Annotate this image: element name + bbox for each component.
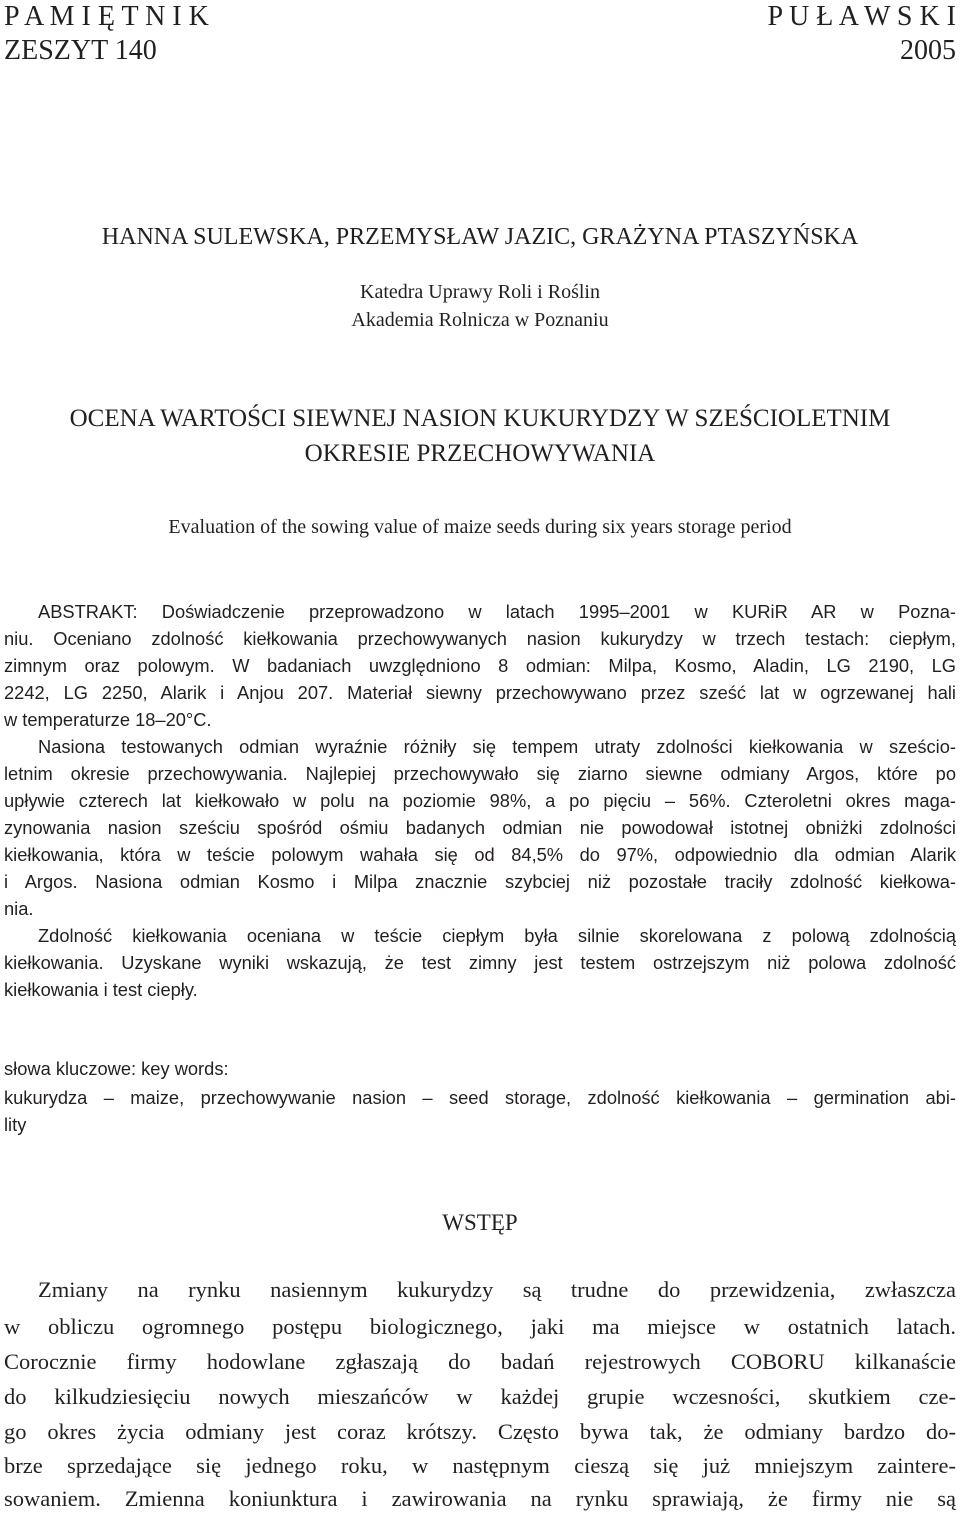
journal-name-right: P U Ł A W S K I: [767, 1, 956, 32]
abstract-line: nia.: [4, 898, 34, 919]
affiliation-university: Akademia Rolnicza w Poznaniu: [351, 309, 609, 331]
body-line: Corocznie firmy hodowlane zgłaszają do badań rejestrowych COBORU kilkanaście: [4, 1349, 956, 1374]
body-line: w obliczu ogromnego postępu biologicznego, jaki ma miejsce w ostatnich latach.: [4, 1314, 956, 1339]
affiliation-department: Katedra Uprawy Roli i Roślin: [360, 281, 600, 303]
paper-title-line-2: OKRESIE PRZECHOWYWANIA: [304, 440, 656, 467]
journal-name-left: P A M I Ę T N I K: [4, 1, 209, 32]
abstract-line: 2242, LG 2250, Alarik i Anjou 207. Materiał siewny przechowywano przez sześć lat w ogrzewanej hali: [4, 682, 956, 703]
keywords-line: kukurydza – maize, przechowywanie nasion – seed storage, zdolność kiełkowania – germination abi-: [4, 1087, 956, 1108]
abstract-line: upływie czterech lat kiełkowało w polu na poziomie 98%, a po pięciu – 56%. Czteroletni okres maga-: [4, 790, 956, 811]
abstract-line: kiełkowania, która w teście polowym wahała się od 84,5% do 97%, odpowiednio dla odmian Alarik: [4, 844, 956, 865]
paper-title-line-1: OCENA WARTOŚCI SIEWNEJ NASION KUKURYDZY W SZEŚCIOLETNIM: [69, 405, 891, 432]
abstract-line: kiełkowania. Uzyskane wyniki wskazują, że test zimny jest testem ostrzejszym niż polowa zdolność: [4, 952, 956, 973]
authors: HANNA SULEWSKA, PRZEMYSŁAW JAZIC, GRAŻYNA PTASZYŃSKA: [101, 224, 859, 250]
keywords-label: słowa kluczowe: key words:: [4, 1058, 229, 1079]
abstract-line: w temperaturze 18–20°C.: [4, 709, 212, 730]
body-line: sowaniem. Zmienna koniunktura i zawirowania na rynku sprawiają, że firmy nie są: [4, 1486, 956, 1511]
paper-title-english: Evaluation of the sowing value of maize seeds during six years storage period: [168, 516, 792, 538]
body-line: brze sprzedające się jednego roku, w następnym cieszą się już mniejszym zaintere-: [4, 1453, 956, 1478]
abstract-line: Nasiona testowanych odmian wyraźnie różniły się tempem utraty zdolności kiełkowania w sześcio-: [38, 736, 956, 757]
abstract-line: niu. Oceniano zdolność kiełkowania przechowywanych nasion kukurydzy w trzech testach: ciepłym,: [4, 628, 956, 649]
body-line: do kilkudziesięciu nowych mieszańców w każdej grupie wczesności, skutkiem cze-: [4, 1384, 956, 1409]
keywords-line: lity: [4, 1114, 27, 1135]
issue-year: 2005: [900, 35, 956, 66]
issue-row: [4, 34, 956, 68]
abstract-line: Zdolność kiełkowania oceniana w teście ciepłym była silnie skorelowana z polową zdolnością: [38, 925, 956, 946]
issue-number: ZESZYT 140: [4, 35, 157, 66]
abstract-line: letnim okresie przechowywania. Najlepiej przechowywało się ziarno siewne odmiany Argos, które po: [4, 763, 956, 784]
abstract-line: ABSTRAKT: Doświadczenie przeprowadzono w latach 1995–2001 w KURiR AR w Pozna-: [38, 601, 956, 622]
section-heading: WSTĘP: [442, 1210, 518, 1235]
abstract-line: kiełkowania i test ciepły.: [4, 979, 198, 1000]
abstract-line: i Argos. Nasiona odmian Kosmo i Milpa znacznie szybciej niż pozostałe traciły zdolność kiełkowa-: [4, 871, 956, 892]
journal-name: [4, 0, 956, 34]
body-line: go okres życia odmiany jest coraz krótszy. Często bywa tak, że odmiany bardzo do-: [4, 1419, 956, 1444]
body-line: Zmiany na rynku nasiennym kukurydzy są trudne do przewidzenia, zwłaszcza: [38, 1277, 956, 1302]
abstract-line: zimnym oraz polowym. W badaniach uwzględniono 8 odmian: Milpa, Kosmo, Aladin, LG 2190, LG: [4, 655, 956, 676]
abstract-line: zynowania nasion sześciu spośród ośmiu badanych odmian nie powodował istotnej obniżki zdolności: [4, 817, 956, 838]
